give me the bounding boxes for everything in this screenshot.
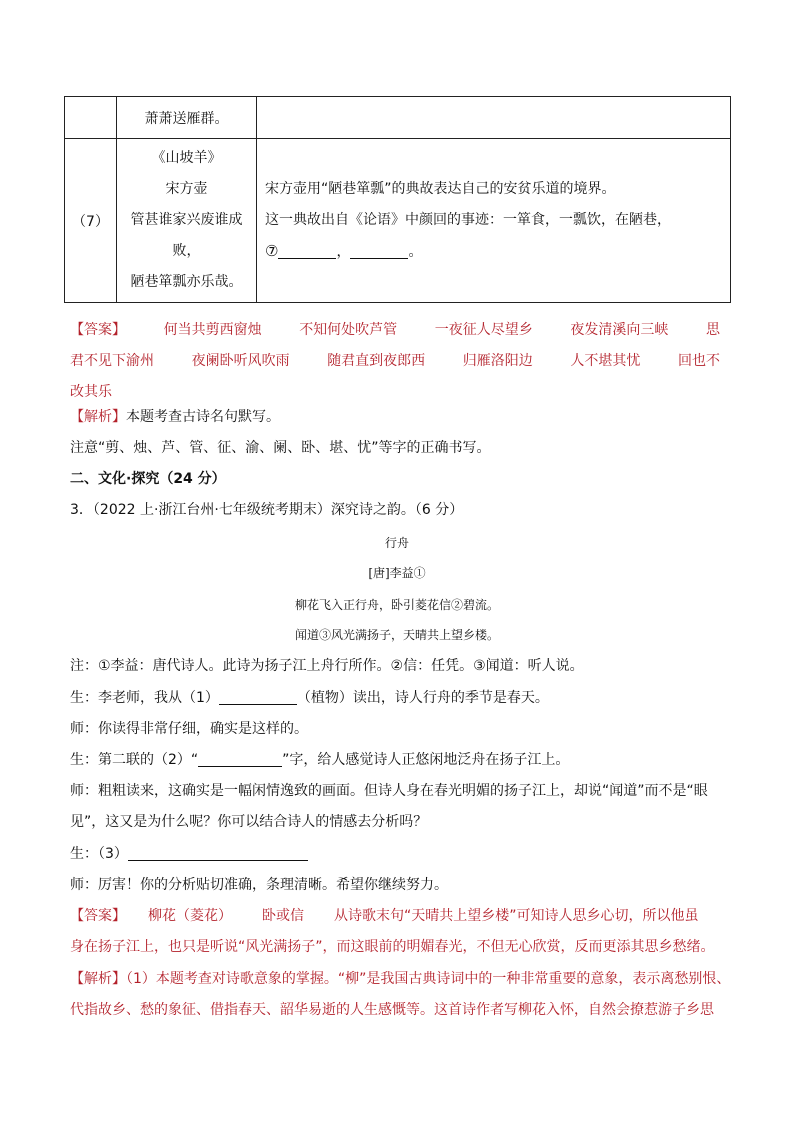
dialogue-line: 师：粗粗读来，这确实是一幅闲情逸致的画面。但诗人身在春光明媚的扬子江上，却说“闻道”而不是“眼 [70, 783, 708, 799]
answer-blank[interactable] [278, 244, 336, 259]
explanation-line: ⑦ ， 。 [265, 241, 423, 260]
dialogue-line: 生：（3） [70, 845, 308, 863]
answer-row: 君不见下渝州 夜阑卧听风吹雨 随君直到夜郎西 归雁洛阳边 人不堪其忧 回也不 [70, 352, 720, 369]
analysis-note: 注意“剪、烛、芦、管、征、渝、阑、卧、堪、忧”等字的正确书写。 [70, 440, 491, 456]
item-number: （7） [65, 139, 117, 303]
dialogue-line: 生：李老师，我从（1） （植物）读出，诗人行舟的季节是春天。 [70, 690, 549, 706]
analysis-line: 【解析】（1）本题考查对诗歌意象的掌握。“柳”是我国古典诗词中的一种非常重要的意象，表示离愁别恨、 [70, 971, 731, 987]
answer-row: 改其乐 [70, 383, 112, 400]
poem-note: 注：①李益：唐代诗人。此诗为扬子江上舟行所作。②信：任凭。③闻道：听人说。 [70, 658, 584, 674]
section-heading: 二、文化·探究（24 分） [70, 471, 226, 487]
analysis-tag: 【解析】 [70, 971, 126, 987]
answer-line: 【答案】 柳花（菱花） 卧或信 从诗歌末句“天晴共上望乡楼”可知诗人思乡心切，所以他虽 [70, 908, 699, 924]
explanation-line: 这一典故出自《论语》中颜回的事迹：一箪食，一瓢饮，在陋巷， [265, 211, 671, 228]
explanation-line: 宋方壶用“陋巷箪瓢”的典故表达自己的安贫乐道的境界。 [265, 180, 616, 197]
answer-blank[interactable] [128, 846, 308, 861]
dialogue-line: 师：厉害！你的分析贴切准确，条理清晰。希望你继续努力。 [70, 877, 448, 893]
answer-row: 【答案】 何当共剪西窗烛 不知何处吹芦管 一夜征人尽望乡 夜发清溪向三峡 思 [70, 313, 720, 344]
poem-line: 败， [172, 243, 201, 259]
poem-author: [唐]李益① [368, 566, 426, 580]
dialogue-line: 生：第二联的（2）“ ”字，给人感觉诗人正悠闲地泛舟在扬子江上。 [70, 752, 570, 768]
answer-tag: 【答案】 [70, 908, 126, 924]
analysis-line: 【解析】本题考查古诗名句默写。 [70, 409, 280, 425]
poem-line: 陋巷箪瓢亦乐哉。 [130, 274, 243, 290]
poem-line: 闻道③风光满扬子，天晴共上望乡楼。 [294, 628, 499, 642]
answer-blank[interactable] [198, 752, 282, 767]
answer-blank[interactable] [350, 244, 408, 259]
answer-blank[interactable] [219, 690, 297, 705]
analysis-tag: 【解析】 [70, 409, 126, 425]
poem-line: 宋方壶 [165, 181, 208, 197]
table-row [65, 97, 731, 139]
poem-line: 管甚谁家兴废谁成 [130, 212, 243, 228]
table-row [65, 139, 731, 303]
poem-cell [117, 139, 257, 303]
analysis-line: 代指故乡、愁的象征、借指春天、韶华易逝的人生感慨等。这首诗作者写柳花入怀，自然会撩惹游子乡思 [70, 1002, 714, 1018]
poem-line: 《山坡羊》 [151, 150, 222, 166]
poem-title: 行舟 [384, 536, 409, 550]
dialogue-line: 见”，这又是为什么呢？你可以结合诗人的情感去分析吗？ [70, 814, 428, 830]
answer-tag: 【答案】 [70, 321, 126, 338]
answer-block [70, 313, 720, 406]
question-heading: 3．（2022 上·浙江台州·七年级统考期末）深究诗之韵。（6 分） [70, 502, 464, 518]
poem-line: 柳花飞入正行舟，卧引菱花信②碧流。 [294, 598, 499, 612]
blank-number: ⑦ [265, 241, 279, 260]
poem-table [64, 96, 731, 303]
dialogue-line: 师：你读得非常仔细，确实是这样的。 [70, 721, 308, 737]
answer-line: 身在扬子江上，也只是听说“风光满扬子”，而这眼前的明媚春光，不但无心欣赏，反而更添其思乡愁绪。 [70, 939, 715, 955]
explanation-cell [257, 139, 731, 303]
table-cell: 萧萧送雁群。 [117, 97, 257, 139]
